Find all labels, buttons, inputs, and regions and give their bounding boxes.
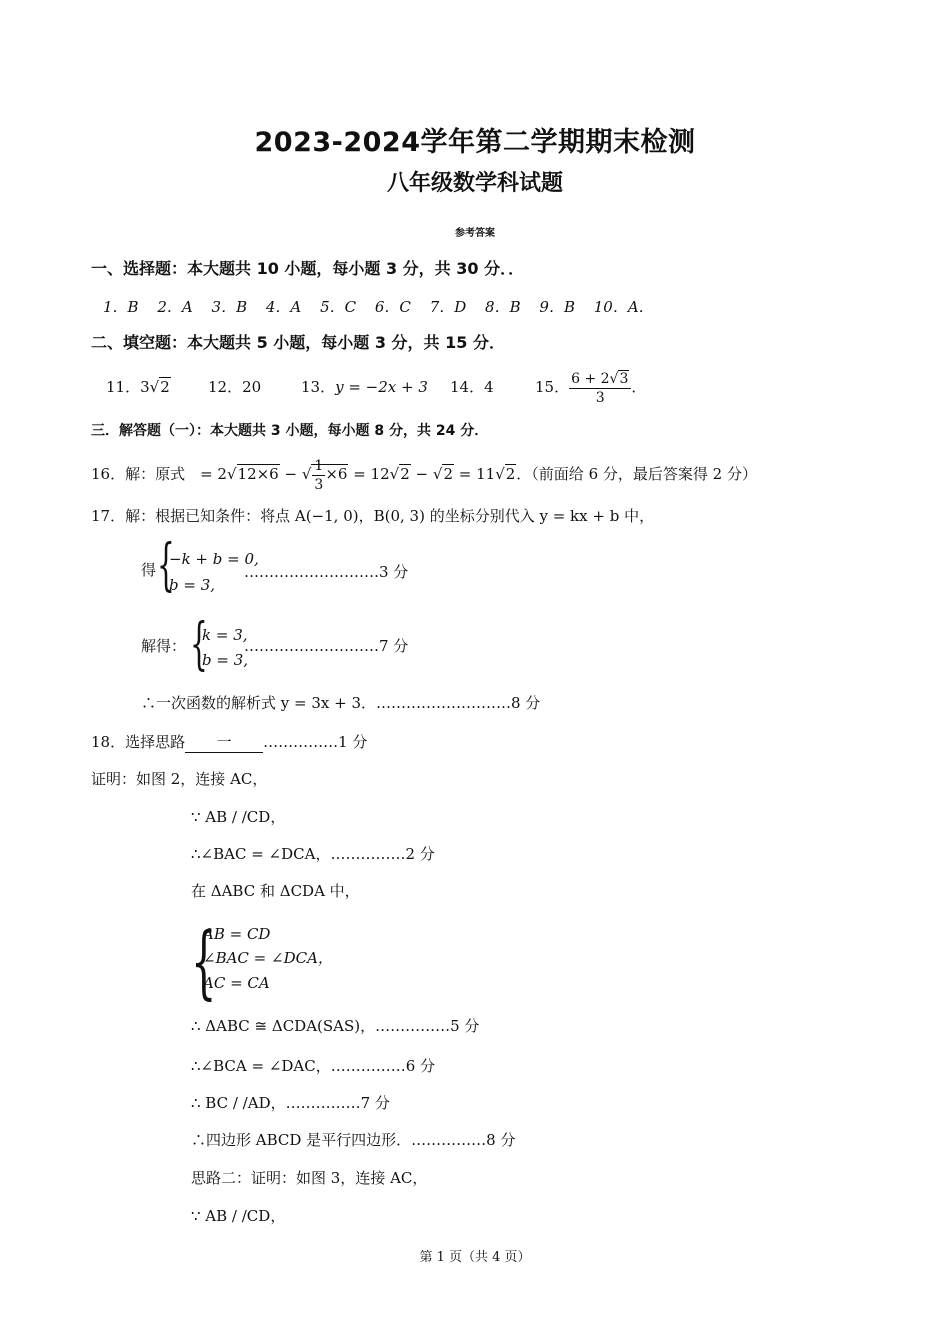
answer-9: 9．B [539, 298, 575, 316]
answer-2: 2．A [157, 298, 193, 316]
q16-rad2-tail: ×6 [325, 465, 348, 483]
section2-heading: 二、填空题：本大题共 5 小题，每小题 3 分，共 15 分． [91, 333, 505, 352]
page-title: 2023-2024学年第二学期期末检测 [254, 127, 696, 158]
answer-3: 3．B [211, 298, 248, 316]
q18-sys-b: ∠BAC = ∠DCA， [203, 949, 333, 967]
q18-step-8: 思路二：证明：如图 3，连接 AC， [191, 1169, 428, 1187]
q11-coef: 3 [140, 378, 150, 396]
q18-brace: { [191, 915, 217, 1008]
q18-lead-line [91, 732, 367, 753]
q16-mid: = 12 [348, 465, 390, 483]
answer-8: 8．B [485, 298, 521, 316]
q11-number: 11． [106, 378, 141, 396]
q18-step-4: ∴ ΔABC ≅ ΔCDA(SAS)，……………5 分 [191, 1017, 480, 1035]
q18-step-3: 在 ΔABC 和 ΔCDA 中， [191, 882, 360, 900]
q14: 14．4 [450, 378, 494, 396]
q16: 16．解：原式 = 2√12×6 − √ $\frac{1}{3}$ ×6 = 12√2 − √2 = 11√2．（前面给 6 分，最后答案得 2 分） [91, 457, 757, 493]
q11-radicand: 2 [160, 378, 170, 396]
q16-rad4: 2 [443, 465, 453, 483]
q17-de: 得 [141, 561, 157, 579]
answer-5: 5．C [320, 298, 357, 316]
q15 [535, 367, 646, 407]
q18-score-choice: ……………1 分 [263, 733, 368, 751]
page-subtitle: 八年级数学科试题 [386, 171, 563, 196]
page-footer: 第 1 页（共 4 页） [419, 1250, 531, 1265]
section3-heading: 三．解答题（一）：本大题共 3 小题，每小题 8 分，共 24 分． [91, 423, 489, 439]
q16-lead: 16．解：原式 = 2 [91, 465, 227, 483]
q17-score2: ………………………7 分 [244, 637, 409, 655]
q17-brace-2: { [190, 612, 208, 677]
answer-6: 6．C [374, 298, 411, 316]
section1-answers [103, 297, 668, 317]
q16-frac-den: 3 [314, 476, 324, 493]
answer-key-label: 参考答案 [455, 228, 495, 239]
q18-lead: 18．选择思路 [91, 733, 186, 751]
q17-sys2-b: b = 3, [202, 651, 249, 669]
q15-denominator: 3 [595, 389, 605, 406]
q17-jie: 解得： [141, 637, 187, 655]
q17-sys1-b: b = 3, [169, 576, 216, 594]
q17-brace-1: { [157, 533, 175, 598]
q11: 11．3√2 [106, 378, 170, 396]
answer-1: 1．B [103, 298, 139, 316]
q16-rad2 [311, 457, 348, 493]
q18-step-9: ∵ AB / /CD， [191, 1207, 286, 1225]
answer-7: 7．D [429, 298, 467, 316]
q17-score1: ………………………3 分 [244, 563, 409, 581]
q18-step-1: ∵ AB / /CD， [191, 808, 286, 826]
q17-lead: 17．解：根据已知条件：将点 A(−1, 0)，B(0, 3) 的坐标分别代入 y = kx + b 中， [91, 507, 655, 525]
answer-10: 10．A． [593, 298, 654, 316]
q17-sys1-a: −k + b = 0, [169, 550, 259, 568]
q17-conclusion: ∴一次函数的解析式 y = 3x + 3．………………………8 分 [141, 694, 541, 712]
q15-end: ． [631, 378, 647, 396]
q16-rad3: 2 [400, 465, 410, 483]
q13-number: 13． [301, 378, 336, 396]
q16-minus: − [279, 465, 302, 483]
section1-heading: 一、选择题：本大题共 10 小题，每小题 3 分，共 30 分．． [91, 259, 525, 278]
q18-step-6: ∴ BC / /AD，……………7 分 [191, 1094, 390, 1112]
q18-step-2: ∴∠BAC = ∠DCA，……………2 分 [191, 845, 435, 863]
q15-fraction: $\frac{6 + 2√3}{3}$ [569, 370, 631, 407]
q12: 12．20 [208, 378, 262, 396]
q15-number: 15． [535, 378, 570, 396]
q15-radicand: 3 [619, 370, 629, 387]
q18-sys-a: AB = CD [203, 925, 271, 943]
q16-eq: = 11 [453, 465, 496, 483]
answer-4: 4．A [265, 298, 302, 316]
q16-mid2: − [410, 465, 433, 483]
q18-proof: 证明：如图 2，连接 AC， [91, 770, 268, 788]
q13-expression: y = −2x + 3 [335, 378, 428, 396]
q18-step-5: ∴∠BCA = ∠DAC，……………6 分 [191, 1057, 436, 1075]
q17-sys2-a: k = 3, [202, 626, 248, 644]
q18-choice: 一 [185, 732, 263, 753]
q15-numerator: 6 + 2 [571, 370, 610, 387]
q13 [301, 377, 428, 397]
q16-rad1: 12×6 [237, 465, 279, 483]
q16-note: ．（前面给 6 分，最后答案得 2 分） [516, 465, 757, 483]
q16-frac-num: 1 [314, 457, 324, 474]
q18-step-7: ∴四边形 ABCD 是平行四边形．……………8 分 [191, 1131, 516, 1149]
q16-rad5: 2 [505, 465, 516, 483]
q18-sys-c: AC = CA [203, 974, 270, 992]
